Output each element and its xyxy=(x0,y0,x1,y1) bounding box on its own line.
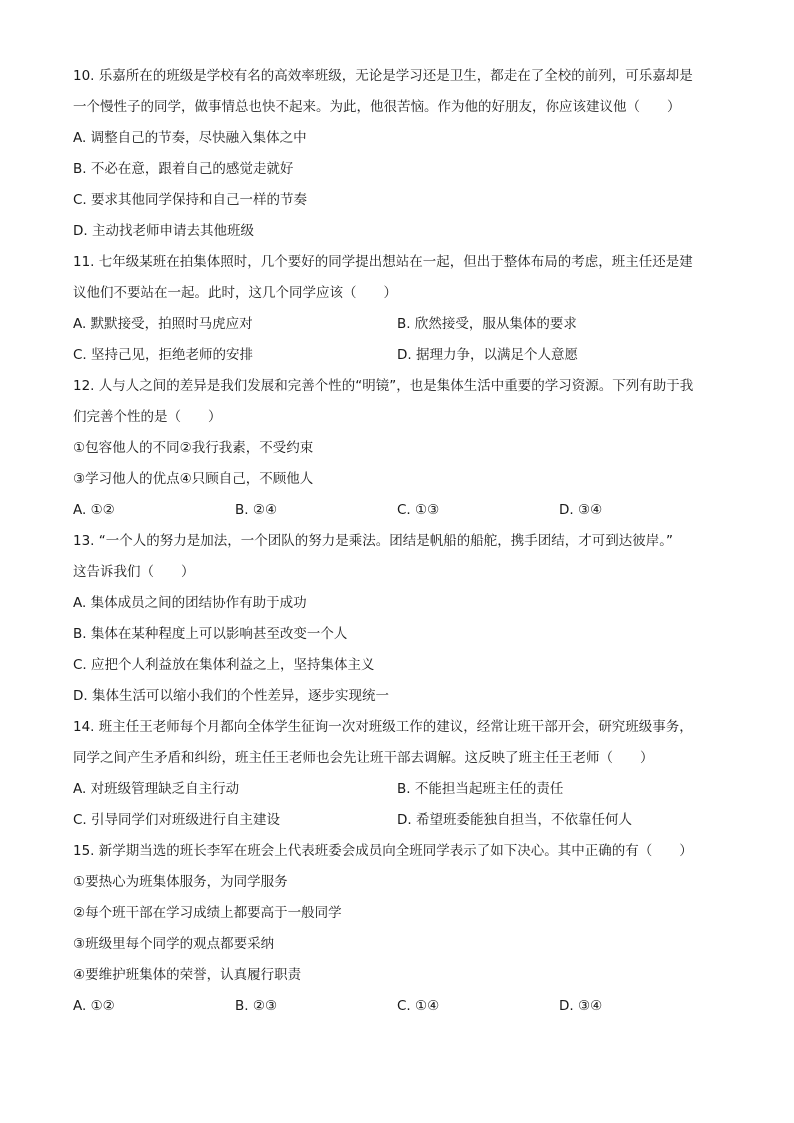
question-12 xyxy=(73,371,724,526)
question-stem-line: 13. “一个人的努力是加法，一个团队的努力是乘法。团结是帆船的船舵，携手团结，才可到达彼岸。” xyxy=(73,533,673,549)
options-row xyxy=(73,991,724,1022)
option-c: C. ①③ xyxy=(397,502,440,518)
option-c: C. ①④ xyxy=(397,998,440,1014)
options-row xyxy=(73,495,724,526)
question-stem-line: 15. 新学期当选的班长李军在班会上代表班委会成员向全班同学表示了如下决心。其中正确的有（ ） xyxy=(73,843,693,859)
option-b: B. 集体在某种程度上可以影响甚至改变一个人 xyxy=(73,626,348,642)
option-a: A. 默默接受，拍照时马虎应对 xyxy=(73,316,253,332)
question-14 xyxy=(73,712,724,836)
option-c: C. 要求其他同学保持和自己一样的节奏 xyxy=(73,192,308,208)
question-15 xyxy=(73,836,724,1022)
question-13 xyxy=(73,526,724,712)
option-d: D. 集体生活可以缩小我们的个性差异，逐步实现统一 xyxy=(73,688,389,704)
statement-line: ④要维护班集体的荣誉，认真履行职责 xyxy=(73,967,302,983)
question-stem-line: 10. 乐嘉所在的班级是学校有名的高效率班级，无论是学习还是卫生，都走在了全校的前列，可乐嘉却是 xyxy=(73,68,693,84)
option-b: B. ②③ xyxy=(235,998,278,1014)
statement-line: ②每个班干部在学习成绩上都要高于一般同学 xyxy=(73,905,342,921)
option-a: A. ①② xyxy=(73,502,115,518)
option-a: A. 集体成员之间的团结协作有助于成功 xyxy=(73,595,307,611)
question-10 xyxy=(73,61,724,247)
options-row xyxy=(73,805,724,836)
option-c: C. 坚持己见，拒绝老师的安排 xyxy=(73,347,254,363)
option-b: B. 欣然接受，服从集体的要求 xyxy=(397,316,577,332)
statement-line: ①包容他人的不同②我行我素，不受约束 xyxy=(73,440,314,456)
question-stem-line: 们完善个性的是（ ） xyxy=(73,409,222,425)
option-b: B. 不能担当起班主任的责任 xyxy=(397,781,564,797)
question-stem-line: 一个慢性子的同学，做事情总也快不起来。为此，他很苦恼。作为他的好朋友，你应该建议他（ ） xyxy=(73,99,681,115)
option-d: D. 据理力争，以满足个人意愿 xyxy=(397,347,578,363)
question-stem-line: 同学之间产生矛盾和纠纷，班主任王老师也会先让班干部去调解。这反映了班主任王老师（ ） xyxy=(73,750,654,766)
option-a: A. 调整自己的节奏，尽快融入集体之中 xyxy=(73,130,307,146)
option-a: A. ①② xyxy=(73,998,115,1014)
options-row xyxy=(73,774,724,805)
option-c: C. 引导同学们对班级进行自主建设 xyxy=(73,812,281,828)
statement-line: ③班级里每个同学的观点都要采纳 xyxy=(73,936,275,952)
question-11 xyxy=(73,247,724,371)
question-stem-line: 12. 人与人之间的差异是我们发展和完善个性的“明镜”，也是集体生活中重要的学习资源。下列有助于我 xyxy=(73,378,694,394)
option-d: D. ③④ xyxy=(559,502,603,518)
question-stem-line: 11. 七年级某班在拍集体照时，几个要好的同学提出想站在一起，但出于整体布局的考虑，班主任还是建 xyxy=(73,254,693,270)
statement-line: ③学习他人的优点④只顾自己，不顾他人 xyxy=(73,471,314,487)
option-d: D. 主动找老师申请去其他班级 xyxy=(73,223,254,239)
statement-line: ①要热心为班集体服务，为同学服务 xyxy=(73,874,288,890)
option-d: D. 希望班委能独自担当，不依靠任何人 xyxy=(397,812,632,828)
option-b: B. 不必在意，跟着自己的感觉走就好 xyxy=(73,161,294,177)
option-c: C. 应把个人利益放在集体利益之上，坚持集体主义 xyxy=(73,657,375,673)
question-stem-line: 议他们不要站在一起。此时，这几个同学应该（ ） xyxy=(73,285,397,301)
option-d: D. ③④ xyxy=(559,998,603,1014)
question-stem-line: 这告诉我们（ ） xyxy=(73,564,195,580)
options-row xyxy=(73,340,724,371)
option-b: B. ②④ xyxy=(235,502,278,518)
question-stem-line: 14. 班主任王老师每个月都向全体学生征询一次对班级工作的建议，经常让班干部开会，研究班级事务， xyxy=(73,719,693,735)
options-row xyxy=(73,309,724,340)
option-a: A. 对班级管理缺乏自主行动 xyxy=(73,781,240,797)
